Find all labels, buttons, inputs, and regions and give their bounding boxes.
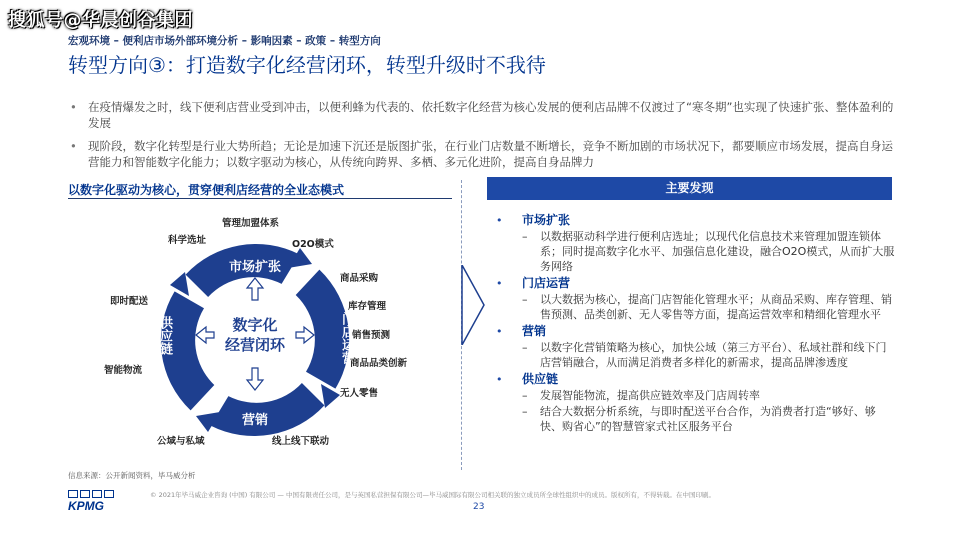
arrow-up-icon [247, 278, 263, 300]
finding-item-text: 以数字化营销策略为核心，加快公域（第三方平台）、私域社群和线下门店营销融合，从而满足消费者多样化的新需求，提高品牌渗透度 [540, 341, 887, 369]
arrow-down-icon [247, 368, 263, 390]
finding-item [522, 388, 897, 403]
outer-label: 智能物流 [104, 365, 143, 376]
arrow-left-icon [196, 327, 214, 343]
outer-label: 即时配送 [110, 296, 149, 307]
finding-item-text: 发展智能物流，提高供应链效率及门店周转率 [540, 389, 760, 402]
outer-label: 线上线下联动 [272, 436, 330, 447]
finding-head: 门店运营 [522, 276, 571, 290]
digital-loop-diagram [140, 230, 370, 440]
finding-item [522, 404, 897, 434]
finding-section-market [492, 213, 897, 274]
outer-label: 无人零售 [340, 388, 379, 399]
dash-icon: – [522, 405, 528, 418]
outer-label: 商品品类创新 [350, 358, 408, 369]
arrow-right-icon [296, 327, 314, 343]
segment-label-right: 门店运营 [339, 311, 354, 364]
diagram-heading: 以数字化驱动为核心，贯穿便利店经营的全业态模式 [68, 183, 345, 197]
segment-label-top: 市场扩张 [228, 260, 282, 275]
finding-item [522, 292, 897, 322]
outer-label: 科学选址 [168, 235, 207, 246]
ring-arrow-icon [170, 272, 189, 296]
finding-item [522, 340, 897, 370]
dash-icon: – [522, 293, 528, 306]
chevron-right-icon [460, 265, 486, 345]
dash-icon: – [522, 230, 528, 243]
copyright-text: © 2021年毕马威企业咨询 (中国) 有限公司 — 中国有限责任公司，是与英国私营担保有限公司—毕马威国际有限公司相关联的独立成员所全球性组织中的成员。版权所有，不得转载。在中国印刷。 [150, 491, 715, 499]
logo-boxes [68, 490, 114, 498]
finding-section-supply [492, 372, 897, 434]
center-label-line1: 数字化 [232, 316, 278, 334]
finding-head: 营销 [522, 324, 547, 338]
segment-label-bottom: 营销 [241, 413, 269, 428]
intro-bullet [68, 100, 898, 131]
finding-head: 市场扩张 [522, 213, 571, 227]
dash-icon: – [522, 341, 528, 354]
intro-bullet-list [68, 100, 898, 178]
diagram-heading-rule [68, 198, 452, 199]
intro-bullet-text: 在疫情爆发之时，线下便利店营业受到冲击，以便利蜂为代表的、依托数字化经营为核心发展的便利店品牌不仅渡过了“寒冬期”也实现了快速扩张、整体盈利的发展 [88, 100, 894, 130]
finding-head: 供应链 [522, 372, 559, 386]
outer-label: 商品采购 [340, 273, 379, 284]
bullet-dot-icon: • [70, 100, 77, 114]
breadcrumb: 宏观环境 – 便利店市场外部环境分析 – 影响因素 – 政策 – 转型方向 [68, 35, 381, 47]
bullet-dot-icon: • [70, 139, 77, 153]
segment-label-left: 供应链 [157, 315, 172, 355]
logo-box-icon [80, 490, 90, 498]
finding-section-store [492, 276, 897, 322]
source-note: 信息来源：公开新闻资料，毕马威分析 [68, 471, 196, 480]
finding-item-text: 结合大数据分析系统，与即时配送平台合作，为消费者打造“够好、够快、购省心”的智慧管家式社区服务平台 [540, 405, 876, 433]
outer-label: 管理加盟体系 [222, 218, 280, 229]
intro-bullet-text: 现阶段，数字化转型是行业大势所趋；无论是加速下沉还是版图扩张，在行业门店数量不断增长，竞争不断加剧的市场状况下，都要顺应市场发展，提高自身运营能力和智能数字化能力；以数字驱动为核心，从传统向跨界、多栖、多元化进阶，提高自身品牌力 [88, 139, 893, 169]
outer-label: 库存管理 [348, 301, 387, 312]
bullet-dot-icon: • [496, 214, 503, 227]
logo-box-icon [92, 490, 102, 498]
kpmg-logo [68, 490, 114, 513]
findings-list [492, 213, 897, 436]
intro-bullet [68, 139, 898, 170]
outer-label: 公域与私域 [157, 436, 205, 447]
dash-icon: – [522, 389, 528, 402]
logo-text: KPMG [68, 499, 104, 513]
watermark-text: 搜狐号@华晨创谷集团 [8, 10, 193, 31]
ring-arrow-icon [321, 384, 340, 408]
logo-box-icon [104, 490, 114, 498]
outer-label: 销售预测 [352, 330, 391, 341]
ring-segment-bottom [211, 383, 325, 436]
finding-item-text: 以数据驱动科学进行便利店选址；以现代化信息技术来管理加盟连锁体系；同时提高数字化水平、加强信息化建设，融合O2O模式，从而扩大服务网络 [540, 230, 895, 273]
segment-label-left-wrap [152, 300, 176, 370]
center-label-line2: 经营闭环 [224, 336, 286, 354]
logo-box-icon [68, 490, 78, 498]
bullet-dot-icon: • [496, 373, 503, 386]
finding-item-text: 以大数据为核心，提高门店智能化管理水平；从商品采购、库存管理、销售预测、品类创新、无人零售等方面，提高运营效率和精细化管理水平 [540, 293, 892, 321]
findings-title-bar: 主要发现 [487, 177, 892, 200]
bullet-dot-icon: • [496, 277, 503, 290]
outer-label: O2O模式 [292, 239, 334, 250]
page-number: 23 [473, 502, 485, 512]
finding-section-marketing [492, 324, 897, 370]
page-title: 转型方向③：打造数字化经营闭环，转型升级时不我待 [68, 53, 546, 77]
bullet-dot-icon: • [496, 325, 503, 338]
finding-item [522, 229, 897, 274]
